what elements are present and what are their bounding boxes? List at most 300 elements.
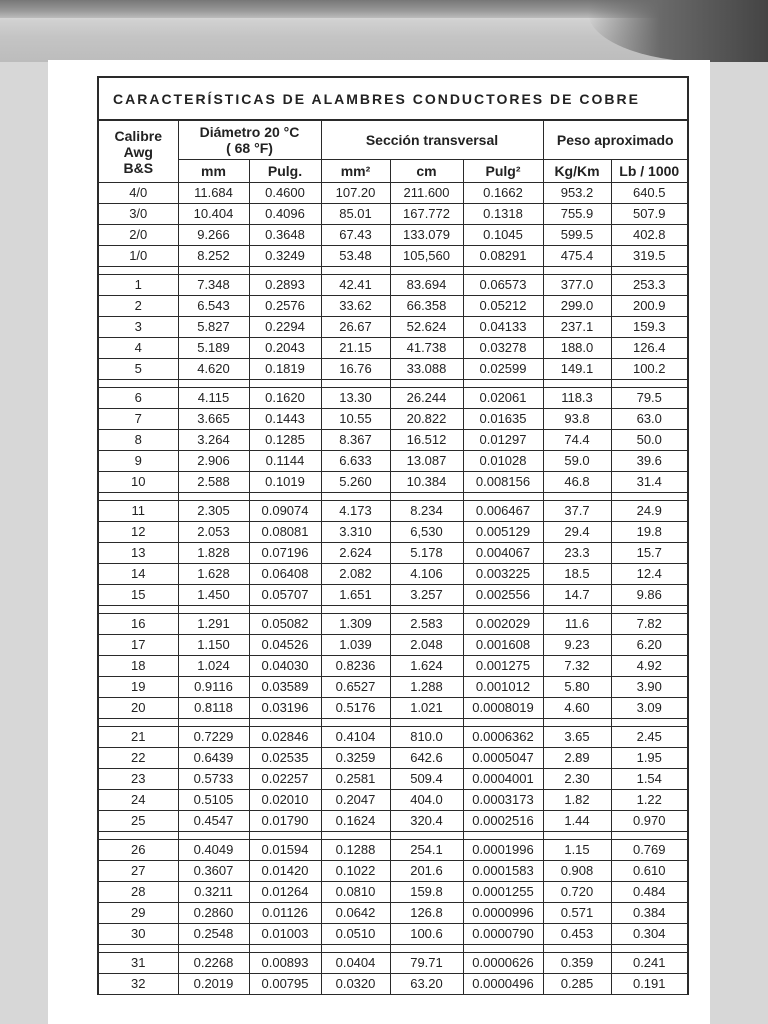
cell-diam-mm: 0.5733	[178, 769, 249, 790]
cell-sec-pulg2: 0.008156	[463, 472, 543, 493]
cell-sec-pulg2: 0.0000496	[463, 974, 543, 995]
table-row	[98, 924, 688, 945]
cell-peso-lb1000: 2.45	[611, 727, 688, 748]
separator-cell	[249, 606, 321, 614]
cell-sec-cm: 5.178	[390, 543, 463, 564]
cell-diam-mm: 1.828	[178, 543, 249, 564]
cell-calibre: 22	[98, 748, 178, 769]
separator-cell	[390, 832, 463, 840]
cell-peso-lb1000: 0.241	[611, 953, 688, 974]
cell-sec-pulg2: 0.0001996	[463, 840, 543, 861]
table-row	[98, 275, 688, 296]
cell-peso-kgkm: 7.32	[543, 656, 611, 677]
cell-calibre: 15	[98, 585, 178, 606]
cell-sec-cm: 201.6	[390, 861, 463, 882]
cell-sec-mm2: 26.67	[321, 317, 390, 338]
group-separator	[98, 493, 688, 501]
cell-sec-mm2: 16.76	[321, 359, 390, 380]
cell-sec-cm: 211.600	[390, 183, 463, 204]
cell-sec-cm: 320.4	[390, 811, 463, 832]
cell-peso-lb1000: 507.9	[611, 204, 688, 225]
copper-wire-table	[97, 76, 689, 995]
separator-cell	[463, 267, 543, 275]
cell-peso-kgkm: 0.453	[543, 924, 611, 945]
cell-diam-pulg: 0.07196	[249, 543, 321, 564]
cell-peso-lb1000: 0.304	[611, 924, 688, 945]
cell-calibre: 9	[98, 451, 178, 472]
cell-diam-mm: 7.348	[178, 275, 249, 296]
cell-peso-kgkm: 18.5	[543, 564, 611, 585]
cell-diam-pulg: 0.02846	[249, 727, 321, 748]
cell-peso-lb1000: 79.5	[611, 388, 688, 409]
cell-sec-mm2: 0.0810	[321, 882, 390, 903]
cell-diam-mm: 1.628	[178, 564, 249, 585]
subheader-pulg2: Pulg²	[463, 160, 543, 183]
separator-cell	[543, 719, 611, 727]
cell-calibre: 13	[98, 543, 178, 564]
cell-sec-mm2: 1.309	[321, 614, 390, 635]
group-separator	[98, 832, 688, 840]
cell-calibre: 25	[98, 811, 178, 832]
table-row	[98, 564, 688, 585]
cell-diam-mm: 0.2268	[178, 953, 249, 974]
cell-sec-mm2: 5.260	[321, 472, 390, 493]
separator-cell	[249, 832, 321, 840]
cell-peso-lb1000: 319.5	[611, 246, 688, 267]
cell-sec-cm: 1.288	[390, 677, 463, 698]
cell-peso-lb1000: 63.0	[611, 409, 688, 430]
table-row	[98, 359, 688, 380]
cell-sec-cm: 66.358	[390, 296, 463, 317]
cell-diam-pulg: 0.3648	[249, 225, 321, 246]
cell-calibre: 16	[98, 614, 178, 635]
cell-sec-pulg2: 0.0000790	[463, 924, 543, 945]
cell-sec-cm: 6,530	[390, 522, 463, 543]
cell-sec-pulg2: 0.08291	[463, 246, 543, 267]
table-row	[98, 882, 688, 903]
separator-cell	[98, 493, 178, 501]
cell-diam-pulg: 0.4600	[249, 183, 321, 204]
separator-cell	[321, 945, 390, 953]
cell-peso-kgkm: 3.65	[543, 727, 611, 748]
separator-cell	[611, 832, 688, 840]
separator-cell	[178, 719, 249, 727]
cell-peso-kgkm: 74.4	[543, 430, 611, 451]
cell-calibre: 2	[98, 296, 178, 317]
separator-cell	[178, 267, 249, 275]
cell-calibre: 26	[98, 840, 178, 861]
cell-sec-mm2: 0.1624	[321, 811, 390, 832]
cell-peso-kgkm: 37.7	[543, 501, 611, 522]
cell-diam-pulg: 0.1285	[249, 430, 321, 451]
cell-sec-mm2: 0.4104	[321, 727, 390, 748]
cell-peso-kgkm: 14.7	[543, 585, 611, 606]
cell-diam-pulg: 0.1620	[249, 388, 321, 409]
cell-sec-cm: 4.106	[390, 564, 463, 585]
cell-sec-pulg2: 0.006467	[463, 501, 543, 522]
cell-sec-cm: 105,560	[390, 246, 463, 267]
cell-sec-mm2: 21.15	[321, 338, 390, 359]
table-row	[98, 472, 688, 493]
cell-peso-lb1000: 3.90	[611, 677, 688, 698]
cell-peso-lb1000: 1.22	[611, 790, 688, 811]
cell-diam-mm: 9.266	[178, 225, 249, 246]
separator-cell	[178, 606, 249, 614]
cell-sec-mm2: 42.41	[321, 275, 390, 296]
header-peso: Peso aproximado	[543, 120, 688, 160]
separator-cell	[321, 606, 390, 614]
header-calibre-line1: Calibre	[114, 127, 162, 144]
separator-cell	[543, 606, 611, 614]
cell-sec-pulg2: 0.001012	[463, 677, 543, 698]
cell-diam-mm: 5.827	[178, 317, 249, 338]
cell-peso-kgkm: 0.908	[543, 861, 611, 882]
cell-diam-mm: 0.3607	[178, 861, 249, 882]
cell-diam-mm: 0.6439	[178, 748, 249, 769]
cell-calibre: 3/0	[98, 204, 178, 225]
cell-sec-mm2: 0.0404	[321, 953, 390, 974]
subheader-lb1000: Lb / 1000	[611, 160, 688, 183]
cell-sec-mm2: 2.624	[321, 543, 390, 564]
separator-cell	[98, 945, 178, 953]
cell-peso-lb1000: 4.92	[611, 656, 688, 677]
cell-sec-pulg2: 0.001275	[463, 656, 543, 677]
cell-sec-mm2: 3.310	[321, 522, 390, 543]
table-row	[98, 811, 688, 832]
cell-sec-pulg2: 0.04133	[463, 317, 543, 338]
separator-cell	[390, 380, 463, 388]
cell-calibre: 11	[98, 501, 178, 522]
cell-sec-pulg2: 0.0008019	[463, 698, 543, 719]
cell-sec-pulg2: 0.0003173	[463, 790, 543, 811]
table-row	[98, 522, 688, 543]
cell-diam-pulg: 0.02257	[249, 769, 321, 790]
cell-calibre: 31	[98, 953, 178, 974]
cell-calibre: 3	[98, 317, 178, 338]
cell-sec-cm: 133.079	[390, 225, 463, 246]
cell-peso-kgkm: 0.720	[543, 882, 611, 903]
cell-diam-mm: 0.7229	[178, 727, 249, 748]
cell-calibre: 19	[98, 677, 178, 698]
cell-sec-cm: 810.0	[390, 727, 463, 748]
cell-sec-pulg2: 0.0006362	[463, 727, 543, 748]
cell-sec-mm2: 4.173	[321, 501, 390, 522]
table-row	[98, 903, 688, 924]
cell-diam-mm: 10.404	[178, 204, 249, 225]
separator-cell	[98, 606, 178, 614]
cell-calibre: 2/0	[98, 225, 178, 246]
cell-peso-kgkm: 755.9	[543, 204, 611, 225]
cell-calibre: 21	[98, 727, 178, 748]
cell-sec-mm2: 0.0642	[321, 903, 390, 924]
cell-diam-pulg: 0.01420	[249, 861, 321, 882]
cell-sec-pulg2: 0.03278	[463, 338, 543, 359]
cell-calibre: 7	[98, 409, 178, 430]
cell-calibre: 8	[98, 430, 178, 451]
cell-sec-pulg2: 0.002556	[463, 585, 543, 606]
separator-cell	[611, 493, 688, 501]
separator-cell	[390, 606, 463, 614]
cell-sec-cm: 167.772	[390, 204, 463, 225]
cell-sec-pulg2: 0.06573	[463, 275, 543, 296]
cell-peso-kgkm: 118.3	[543, 388, 611, 409]
cell-peso-lb1000: 3.09	[611, 698, 688, 719]
table-row	[98, 656, 688, 677]
group-separator	[98, 719, 688, 727]
cell-sec-cm: 2.048	[390, 635, 463, 656]
cell-peso-lb1000: 1.54	[611, 769, 688, 790]
separator-cell	[178, 945, 249, 953]
separator-cell	[249, 493, 321, 501]
table-title: CARACTERÍSTICAS DE ALAMBRES CONDUCTORES DE COBRE	[98, 77, 688, 120]
cell-sec-pulg2: 0.0001255	[463, 882, 543, 903]
cell-diam-mm: 0.5105	[178, 790, 249, 811]
separator-cell	[390, 267, 463, 275]
cell-diam-mm: 1.150	[178, 635, 249, 656]
cell-sec-cm: 100.6	[390, 924, 463, 945]
cell-sec-mm2: 13.30	[321, 388, 390, 409]
cell-sec-cm: 642.6	[390, 748, 463, 769]
cell-peso-kgkm: 59.0	[543, 451, 611, 472]
table-row	[98, 501, 688, 522]
cell-peso-kgkm: 11.6	[543, 614, 611, 635]
cell-sec-mm2: 2.082	[321, 564, 390, 585]
cell-calibre: 12	[98, 522, 178, 543]
cell-peso-kgkm: 953.2	[543, 183, 611, 204]
cell-sec-mm2: 6.633	[321, 451, 390, 472]
subheader-cm: cm	[390, 160, 463, 183]
cell-sec-mm2: 0.1288	[321, 840, 390, 861]
separator-cell	[463, 719, 543, 727]
cell-sec-mm2: 0.3259	[321, 748, 390, 769]
cell-peso-lb1000: 6.20	[611, 635, 688, 656]
cell-sec-pulg2: 0.003225	[463, 564, 543, 585]
cell-calibre: 27	[98, 861, 178, 882]
cell-diam-mm: 1.024	[178, 656, 249, 677]
group-separator	[98, 606, 688, 614]
subheader-mm2: mm²	[321, 160, 390, 183]
separator-cell	[98, 267, 178, 275]
cell-diam-mm: 2.305	[178, 501, 249, 522]
cell-diam-pulg: 0.03589	[249, 677, 321, 698]
cell-peso-kgkm: 299.0	[543, 296, 611, 317]
separator-cell	[463, 606, 543, 614]
separator-cell	[98, 832, 178, 840]
cell-sec-cm: 13.087	[390, 451, 463, 472]
cell-calibre: 10	[98, 472, 178, 493]
cell-sec-pulg2: 0.0001583	[463, 861, 543, 882]
table-row	[98, 183, 688, 204]
separator-cell	[178, 380, 249, 388]
cell-sec-pulg2: 0.002029	[463, 614, 543, 635]
cell-calibre: 4/0	[98, 183, 178, 204]
cell-diam-pulg: 0.2294	[249, 317, 321, 338]
cell-peso-kgkm: 149.1	[543, 359, 611, 380]
separator-cell	[321, 719, 390, 727]
header-calibre-line3: B&S	[123, 159, 154, 176]
cell-peso-kgkm: 1.44	[543, 811, 611, 832]
cell-calibre: 20	[98, 698, 178, 719]
table-row	[98, 635, 688, 656]
cell-sec-mm2: 1.039	[321, 635, 390, 656]
cell-sec-pulg2: 0.1662	[463, 183, 543, 204]
cell-peso-kgkm: 46.8	[543, 472, 611, 493]
cell-peso-lb1000: 15.7	[611, 543, 688, 564]
cell-sec-cm: 404.0	[390, 790, 463, 811]
subheader-mm: mm	[178, 160, 249, 183]
table-row	[98, 840, 688, 861]
cell-sec-mm2: 0.8236	[321, 656, 390, 677]
separator-cell	[611, 945, 688, 953]
cell-sec-cm: 254.1	[390, 840, 463, 861]
cell-sec-pulg2: 0.004067	[463, 543, 543, 564]
header-diametro-line2: ( 68 °F)	[226, 140, 273, 156]
table-row	[98, 614, 688, 635]
separator-cell	[543, 832, 611, 840]
cell-peso-kgkm: 2.30	[543, 769, 611, 790]
cell-calibre: 17	[98, 635, 178, 656]
table-row	[98, 338, 688, 359]
cell-sec-cm: 10.384	[390, 472, 463, 493]
cell-peso-lb1000: 126.4	[611, 338, 688, 359]
header-calibre	[98, 120, 178, 183]
cell-calibre: 32	[98, 974, 178, 995]
cell-diam-mm: 2.053	[178, 522, 249, 543]
cell-peso-kgkm: 1.82	[543, 790, 611, 811]
subheader-pulg: Pulg.	[249, 160, 321, 183]
cell-peso-kgkm: 2.89	[543, 748, 611, 769]
cell-calibre: 6	[98, 388, 178, 409]
cell-diam-mm: 1.291	[178, 614, 249, 635]
table-row	[98, 727, 688, 748]
cell-diam-mm: 0.8118	[178, 698, 249, 719]
cell-diam-pulg: 0.00893	[249, 953, 321, 974]
cell-sec-pulg2: 0.01297	[463, 430, 543, 451]
cell-sec-pulg2: 0.01635	[463, 409, 543, 430]
cell-sec-cm: 63.20	[390, 974, 463, 995]
cell-diam-pulg: 0.05082	[249, 614, 321, 635]
table-row	[98, 225, 688, 246]
cell-diam-mm: 4.115	[178, 388, 249, 409]
cell-peso-kgkm: 4.60	[543, 698, 611, 719]
table-row	[98, 698, 688, 719]
cell-sec-pulg2: 0.02061	[463, 388, 543, 409]
cell-peso-kgkm: 0.571	[543, 903, 611, 924]
cell-peso-lb1000: 0.610	[611, 861, 688, 882]
table-row	[98, 861, 688, 882]
cell-diam-pulg: 0.08081	[249, 522, 321, 543]
group-separator	[98, 267, 688, 275]
cell-peso-lb1000: 159.3	[611, 317, 688, 338]
cell-sec-pulg2: 0.0002516	[463, 811, 543, 832]
cell-peso-lb1000: 9.86	[611, 585, 688, 606]
cell-peso-kgkm: 237.1	[543, 317, 611, 338]
cell-peso-kgkm: 188.0	[543, 338, 611, 359]
cell-sec-mm2: 67.43	[321, 225, 390, 246]
table-row	[98, 246, 688, 267]
cell-peso-lb1000: 100.2	[611, 359, 688, 380]
cell-diam-pulg: 0.1019	[249, 472, 321, 493]
cell-sec-mm2: 85.01	[321, 204, 390, 225]
cell-peso-kgkm: 599.5	[543, 225, 611, 246]
table-row	[98, 296, 688, 317]
table-row	[98, 204, 688, 225]
cell-peso-lb1000: 402.8	[611, 225, 688, 246]
header-banner	[0, 0, 768, 62]
header-diametro	[178, 120, 321, 160]
cell-diam-pulg: 0.03196	[249, 698, 321, 719]
cell-peso-lb1000: 0.191	[611, 974, 688, 995]
separator-cell	[463, 832, 543, 840]
separator-cell	[178, 493, 249, 501]
cell-sec-cm: 126.8	[390, 903, 463, 924]
cell-diam-pulg: 0.2576	[249, 296, 321, 317]
cell-calibre: 23	[98, 769, 178, 790]
separator-cell	[611, 380, 688, 388]
cell-calibre: 24	[98, 790, 178, 811]
cell-diam-mm: 5.189	[178, 338, 249, 359]
cell-sec-pulg2: 0.0000996	[463, 903, 543, 924]
cell-peso-kgkm: 0.359	[543, 953, 611, 974]
cell-peso-lb1000: 24.9	[611, 501, 688, 522]
cell-diam-pulg: 0.01264	[249, 882, 321, 903]
cell-diam-mm: 3.264	[178, 430, 249, 451]
separator-cell	[98, 719, 178, 727]
cell-sec-mm2: 10.55	[321, 409, 390, 430]
cell-diam-pulg: 0.1144	[249, 451, 321, 472]
cell-diam-mm: 0.4049	[178, 840, 249, 861]
cell-sec-cm: 159.8	[390, 882, 463, 903]
cell-sec-pulg2: 0.005129	[463, 522, 543, 543]
cell-peso-kgkm: 1.15	[543, 840, 611, 861]
cell-sec-mm2: 0.0320	[321, 974, 390, 995]
table-row	[98, 953, 688, 974]
separator-cell	[178, 832, 249, 840]
cell-sec-mm2: 1.651	[321, 585, 390, 606]
cell-sec-cm: 1.021	[390, 698, 463, 719]
cell-sec-pulg2: 0.05212	[463, 296, 543, 317]
table-row	[98, 430, 688, 451]
cell-diam-pulg: 0.09074	[249, 501, 321, 522]
cell-diam-pulg: 0.4096	[249, 204, 321, 225]
cell-peso-lb1000: 12.4	[611, 564, 688, 585]
cell-diam-pulg: 0.01126	[249, 903, 321, 924]
cell-peso-lb1000: 50.0	[611, 430, 688, 451]
cell-peso-lb1000: 0.384	[611, 903, 688, 924]
cell-sec-pulg2: 0.1318	[463, 204, 543, 225]
header-diametro-line1: Diámetro 20 °C	[199, 124, 300, 140]
cell-peso-lb1000: 31.4	[611, 472, 688, 493]
cell-diam-pulg: 0.2043	[249, 338, 321, 359]
separator-cell	[98, 380, 178, 388]
cell-diam-pulg: 0.04526	[249, 635, 321, 656]
cell-peso-lb1000: 0.484	[611, 882, 688, 903]
cell-diam-pulg: 0.04030	[249, 656, 321, 677]
cell-peso-kgkm: 23.3	[543, 543, 611, 564]
cell-sec-mm2: 53.48	[321, 246, 390, 267]
table-row	[98, 451, 688, 472]
cell-diam-mm: 2.588	[178, 472, 249, 493]
cell-diam-pulg: 0.01790	[249, 811, 321, 832]
separator-cell	[463, 493, 543, 501]
separator-cell	[321, 267, 390, 275]
separator-cell	[321, 380, 390, 388]
table-row	[98, 677, 688, 698]
separator-cell	[249, 719, 321, 727]
cell-diam-mm: 1.450	[178, 585, 249, 606]
separator-cell	[543, 380, 611, 388]
cell-peso-kgkm: 9.23	[543, 635, 611, 656]
